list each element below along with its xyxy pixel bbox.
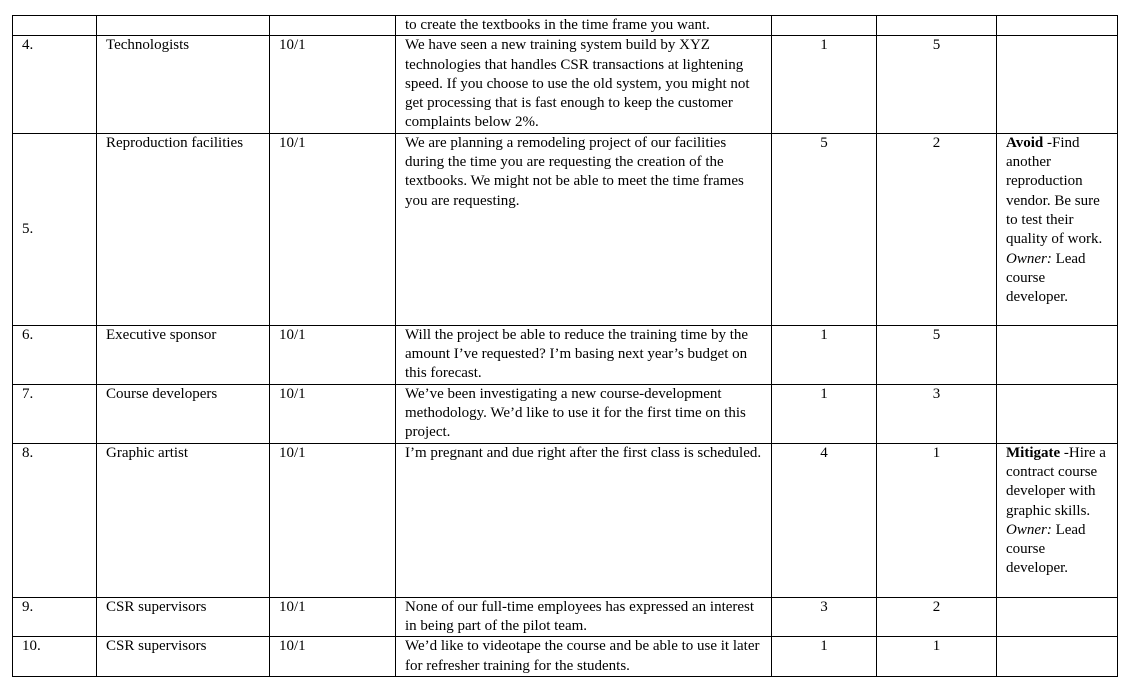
risk-description: I’m pregnant and due right after the first class is scheduled. bbox=[396, 443, 772, 597]
row-index: 5. bbox=[13, 133, 97, 325]
probability: 1 bbox=[772, 325, 877, 384]
response-owner-label: Owner: bbox=[1006, 250, 1052, 267]
table-row bbox=[13, 325, 1118, 384]
risk-register-table bbox=[12, 15, 1118, 677]
probability: 1 bbox=[772, 384, 877, 443]
response bbox=[997, 133, 1118, 325]
impact: 2 bbox=[877, 597, 997, 637]
response bbox=[997, 597, 1118, 637]
risk-description: We’ve been investigating a new course-development methodology. We’d like to use it for the first time on this project. bbox=[396, 384, 772, 443]
probability: 3 bbox=[772, 597, 877, 637]
row-index: 4. bbox=[13, 36, 97, 133]
date: 10/1 bbox=[270, 637, 396, 677]
impact: 1 bbox=[877, 637, 997, 677]
row-index: 10. bbox=[13, 637, 97, 677]
risk-description: to create the textbooks in the time frame you want. bbox=[396, 16, 772, 36]
stakeholder: Technologists bbox=[97, 36, 270, 133]
row-index: 7. bbox=[13, 384, 97, 443]
date: 10/1 bbox=[270, 384, 396, 443]
stakeholder: Reproduction facilities bbox=[97, 133, 270, 325]
risk-description: We have seen a new training system build by XYZ technologies that handles CSR transactions at lightening speed. If you choose to use the old system, you might not get processing that is fast enough to keep the customer complaints below 2%. bbox=[396, 36, 772, 133]
probability: 5 bbox=[772, 133, 877, 325]
probability: 4 bbox=[772, 443, 877, 597]
row-index bbox=[13, 16, 97, 36]
date: 10/1 bbox=[270, 133, 396, 325]
response-action: -Hire a contract course developer with graphic skills. bbox=[1006, 444, 1106, 519]
probability: 1 bbox=[772, 36, 877, 133]
row-index: 6. bbox=[13, 325, 97, 384]
table-row bbox=[13, 637, 1118, 677]
stakeholder: CSR supervisors bbox=[97, 597, 270, 637]
response bbox=[997, 325, 1118, 384]
probability bbox=[772, 16, 877, 36]
risk-description: Will the project be able to reduce the training time by the amount I’ve requested? I’m basing next year’s budget on this forecast. bbox=[396, 325, 772, 384]
stakeholder: Course developers bbox=[97, 384, 270, 443]
impact: 5 bbox=[877, 325, 997, 384]
response bbox=[997, 36, 1118, 133]
impact: 5 bbox=[877, 36, 997, 133]
probability: 1 bbox=[772, 637, 877, 677]
table-row bbox=[13, 597, 1118, 637]
table-row bbox=[13, 36, 1118, 133]
table-row bbox=[13, 443, 1118, 597]
response bbox=[997, 637, 1118, 677]
row-index: 8. bbox=[13, 443, 97, 597]
stakeholder: Graphic artist bbox=[97, 443, 270, 597]
table-row bbox=[13, 384, 1118, 443]
response-strategy: Avoid bbox=[1006, 134, 1044, 151]
risk-description: We’d like to videotape the course and be able to use it later for refresher training for the students. bbox=[396, 637, 772, 677]
response bbox=[997, 443, 1118, 597]
table-row bbox=[13, 16, 1118, 36]
date: 10/1 bbox=[270, 443, 396, 597]
response-strategy: Mitigate bbox=[1006, 444, 1061, 461]
date: 10/1 bbox=[270, 325, 396, 384]
stakeholder: Executive sponsor bbox=[97, 325, 270, 384]
response-action: -Find another reproduction vendor. Be sure to test their quality of work. bbox=[1006, 134, 1103, 248]
response bbox=[997, 16, 1118, 36]
table-row bbox=[13, 133, 1118, 325]
stakeholder: CSR supervisors bbox=[97, 637, 270, 677]
risk-description: We are planning a remodeling project of our facilities during the time you are requesting the creation of the textbooks. We might not be able to meet the time frames you are requesting. bbox=[396, 133, 772, 325]
impact: 2 bbox=[877, 133, 997, 325]
response bbox=[997, 384, 1118, 443]
impact bbox=[877, 16, 997, 36]
response-owner: Lead course developer. bbox=[1006, 521, 1086, 577]
date: 10/1 bbox=[270, 36, 396, 133]
response-owner: Lead course developer. bbox=[1006, 250, 1086, 306]
date: 10/1 bbox=[270, 597, 396, 637]
stakeholder bbox=[97, 16, 270, 36]
date bbox=[270, 16, 396, 36]
impact: 1 bbox=[877, 443, 997, 597]
response-owner-label: Owner: bbox=[1006, 521, 1052, 538]
risk-description: None of our full-time employees has expressed an interest in being part of the pilot team. bbox=[396, 597, 772, 637]
impact: 3 bbox=[877, 384, 997, 443]
row-index: 9. bbox=[13, 597, 97, 637]
